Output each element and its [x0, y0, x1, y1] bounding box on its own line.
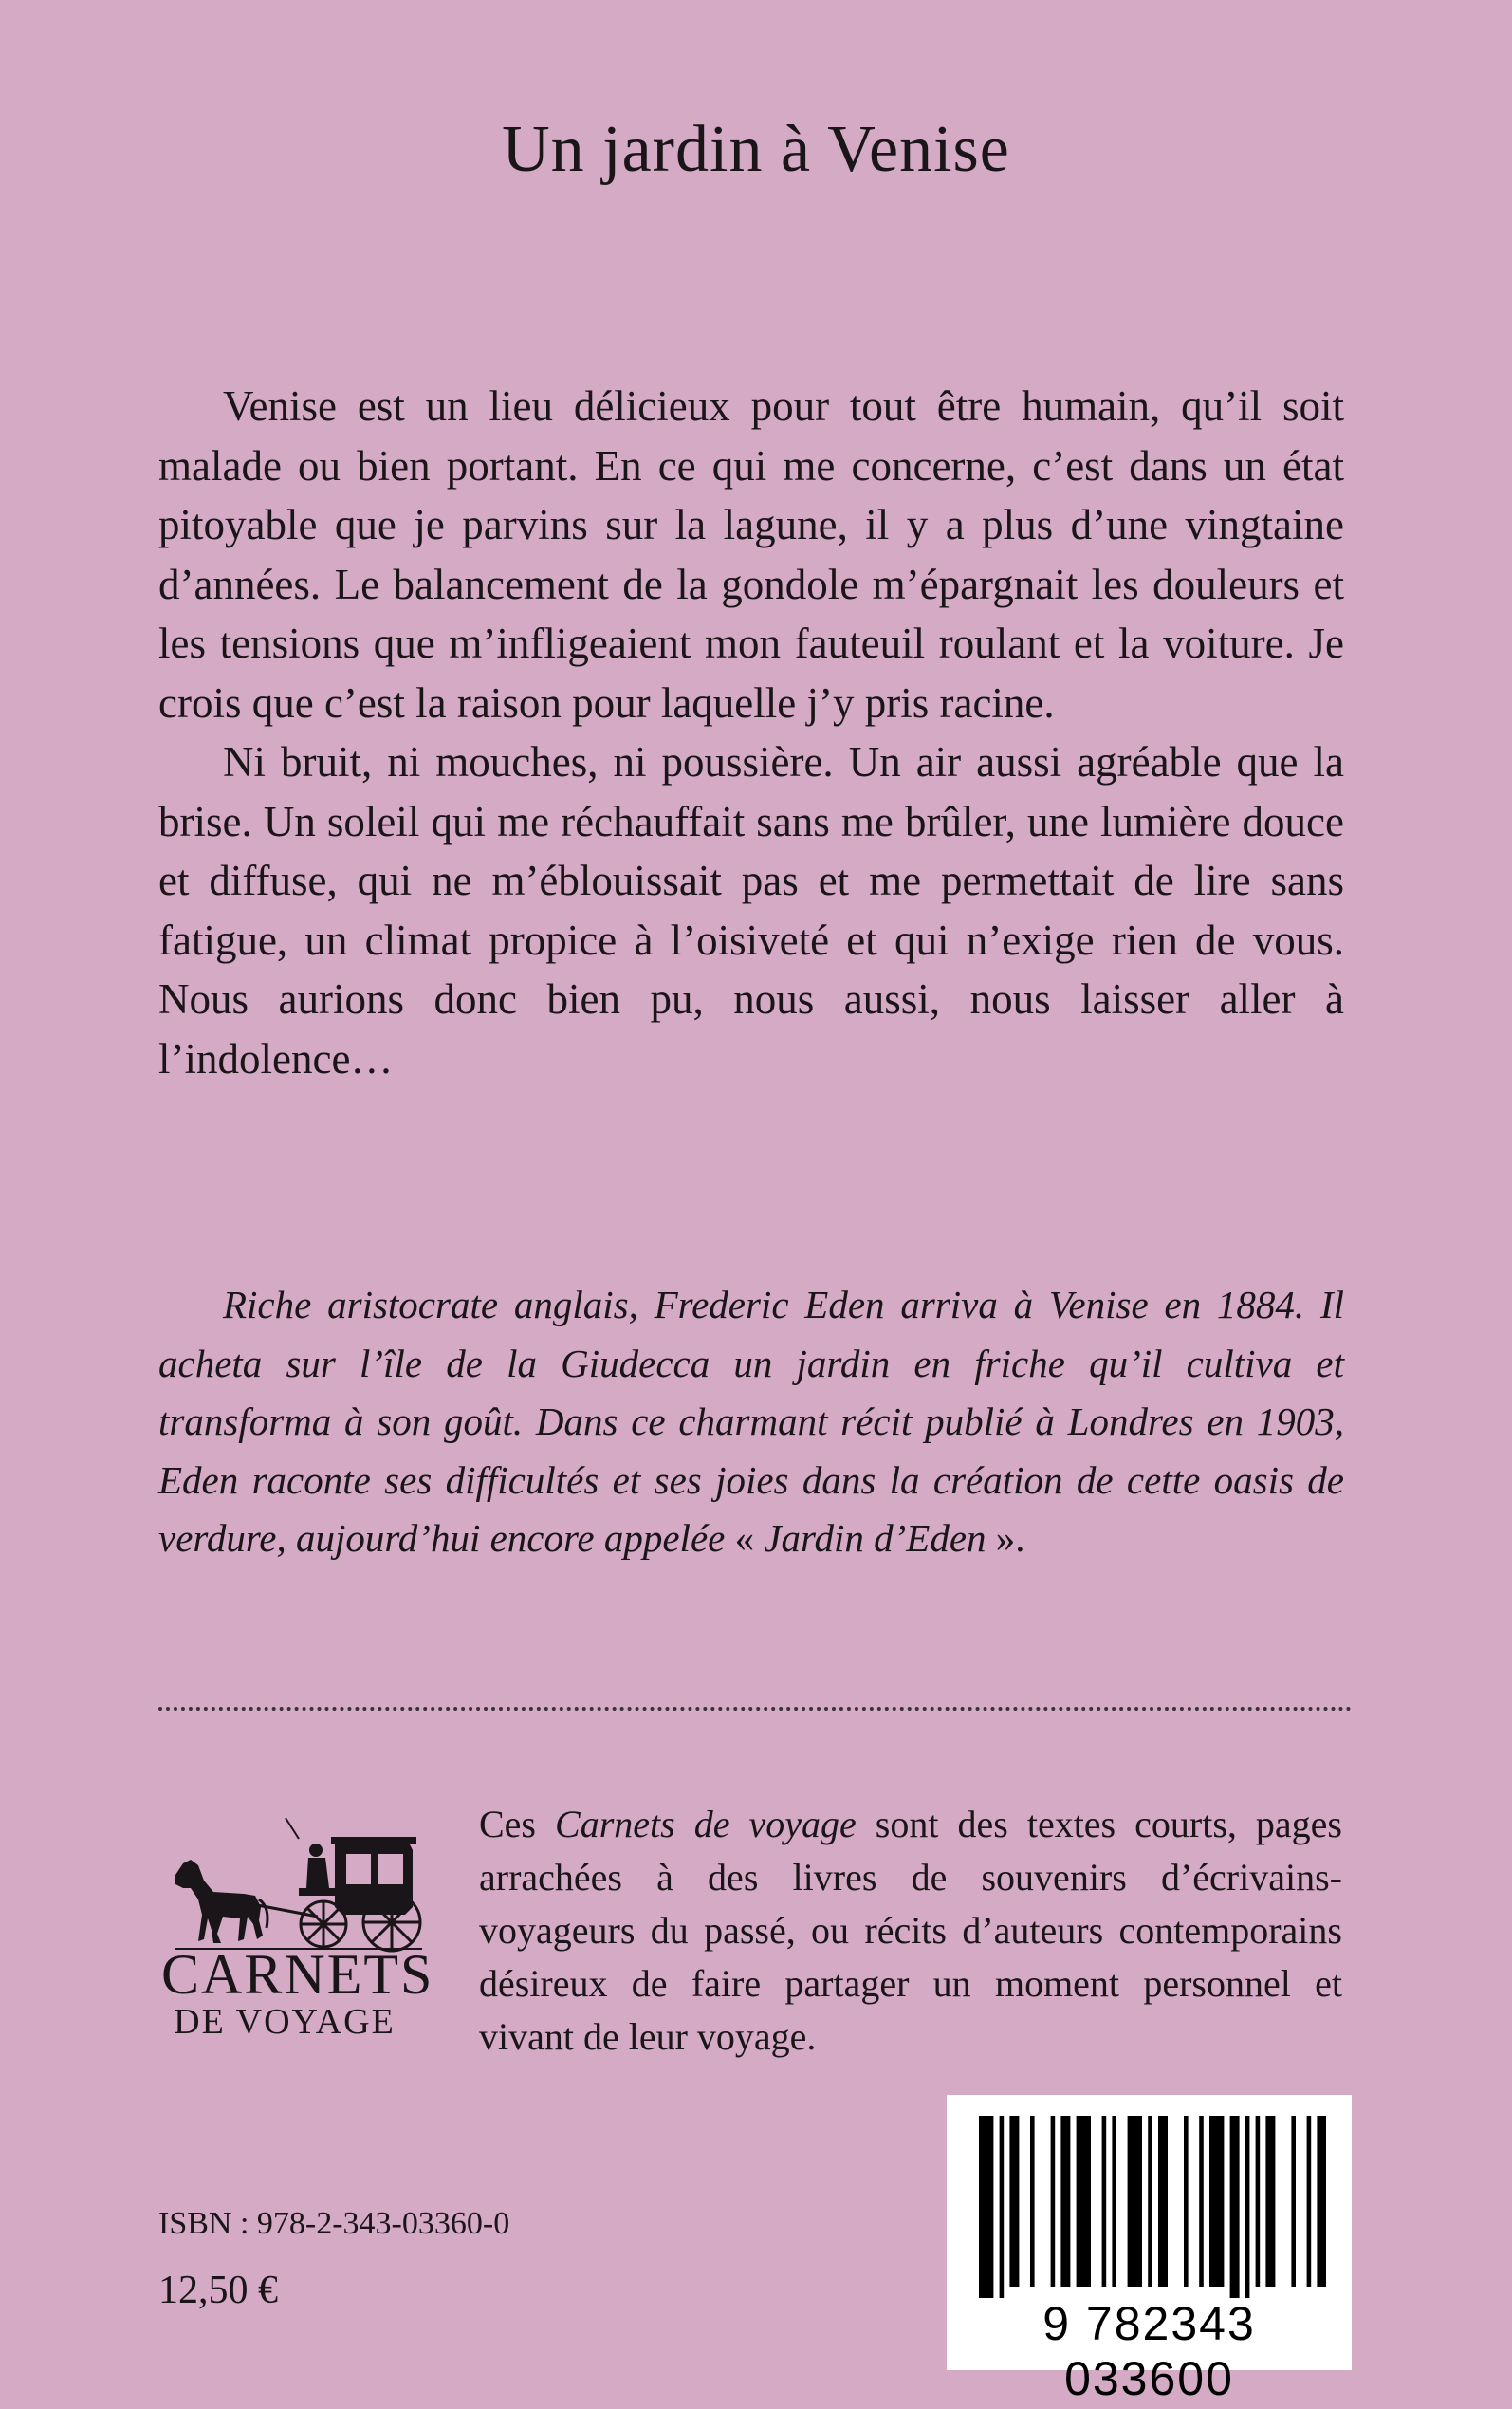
blurb-text: Riche aristocrate anglais, Frederic Eden arriva à Venise en 1884. Il acheta sur l’île de la Giudecca un jardin en friche qu’il cultiva et transforma à son goût. Dans ce charmant récit publié à Londres en 1903, Eden raconte ses difficultés et ses joies dans la création de cette oasis de verdure, aujourd’hui encore appelée: [158, 1283, 1344, 1560]
barcode-bar: [1102, 2116, 1107, 2287]
barcode-bar: [1112, 2116, 1116, 2287]
barcode-bar: [1199, 2116, 1204, 2287]
barcode-bar: [1307, 2116, 1312, 2287]
collection-intro: Ces: [479, 1803, 556, 1845]
barcode-digits: 9 782343 033600: [1042, 2297, 1256, 2405]
main-paragraph-1: Venise est un lieu délicieux pour tout être humain, qu’il soit malade ou bien portant. En ce qui me concerne, c’est dans un état pitoyable que je parvins sur la lagune, il y a plus d’une vingtaine d’années. Le balancement de la gondole m’épargnait les douleurs et les tensions que m’infligeaient mon fauteuil roulant et la voiture. Je crois que c’est la raison pour laquelle j’y pris racine.: [158, 382, 1344, 727]
barcode-bar: [1245, 2116, 1250, 2298]
barcode-bar: [1051, 2116, 1056, 2287]
barcode-bar: [1148, 2116, 1152, 2287]
barcode-bar: [1184, 2116, 1189, 2287]
barcode-bar: [1230, 2116, 1240, 2298]
barcode-bar: [1317, 2116, 1326, 2287]
blurb-paragraph: [158, 1276, 1344, 1568]
book-title: Un jardin à Venise: [502, 113, 1010, 186]
blurb-quoted-name: Jardin d’Eden: [764, 1516, 986, 1560]
collection-description: [479, 1798, 1342, 2064]
barcode-bar: [1009, 2116, 1019, 2287]
collection-paragraph: [479, 1798, 1342, 2064]
collection-series-name: Carnets de voyage: [555, 1803, 857, 1845]
collection-rest: sont des textes courts, pages arrachées à des livres de souvenirs d’écrivains-voyageurs du passé, ou récits d’auteurs contemporains désireux de faire partager un moment personnel et vivant de leur voyage.: [479, 1803, 1342, 2058]
barcode-bar: [1265, 2116, 1275, 2287]
main-paragraph-2: Ni bruit, ni mouches, ni poussière. Un air aussi agréable que la brise. Un soleil qui me réchauffait sans me brûler, une lumière douce et diffuse, qui ne m’éblouissait pas et me permettait de lire sans fatigue, un climat propice à l’oisiveté et qui n’exige rien de vous. Nous aurions donc bien pu, nous aussi, nous laisser aller à l’indolence…: [158, 738, 1344, 1083]
blurb-quote-close: ».: [986, 1516, 1025, 1560]
main-text: [158, 377, 1344, 1088]
barcode-bar: [1158, 2116, 1168, 2287]
barcode-bar: [1077, 2116, 1091, 2287]
logo-word-de-voyage: DE VOYAGE: [174, 2002, 396, 2042]
barcode-bar: [1030, 2116, 1035, 2287]
blurb-quote-open: «: [734, 1516, 765, 1560]
logo-word-carnets: CARNETS: [161, 1943, 434, 2006]
isbn-text: ISBN : 978-2-343-03360-0: [158, 2206, 510, 2241]
barcode-bar: [1060, 2116, 1070, 2287]
barcode-panel: [947, 2095, 1352, 2405]
barcode-bar: [1291, 2116, 1296, 2287]
barcode-bar: [979, 2116, 993, 2298]
dotted-divider: [158, 1707, 1352, 1711]
barcode-icon: [975, 2116, 1326, 2298]
price-text: 12,50 €: [158, 2269, 278, 2312]
book-blurb: [158, 1276, 1344, 1568]
barcode-bar: [1209, 2116, 1224, 2287]
barcode-bar: [1128, 2116, 1142, 2287]
barcode-bar: [1000, 2116, 1005, 2298]
barcode-bar: [1256, 2116, 1261, 2287]
